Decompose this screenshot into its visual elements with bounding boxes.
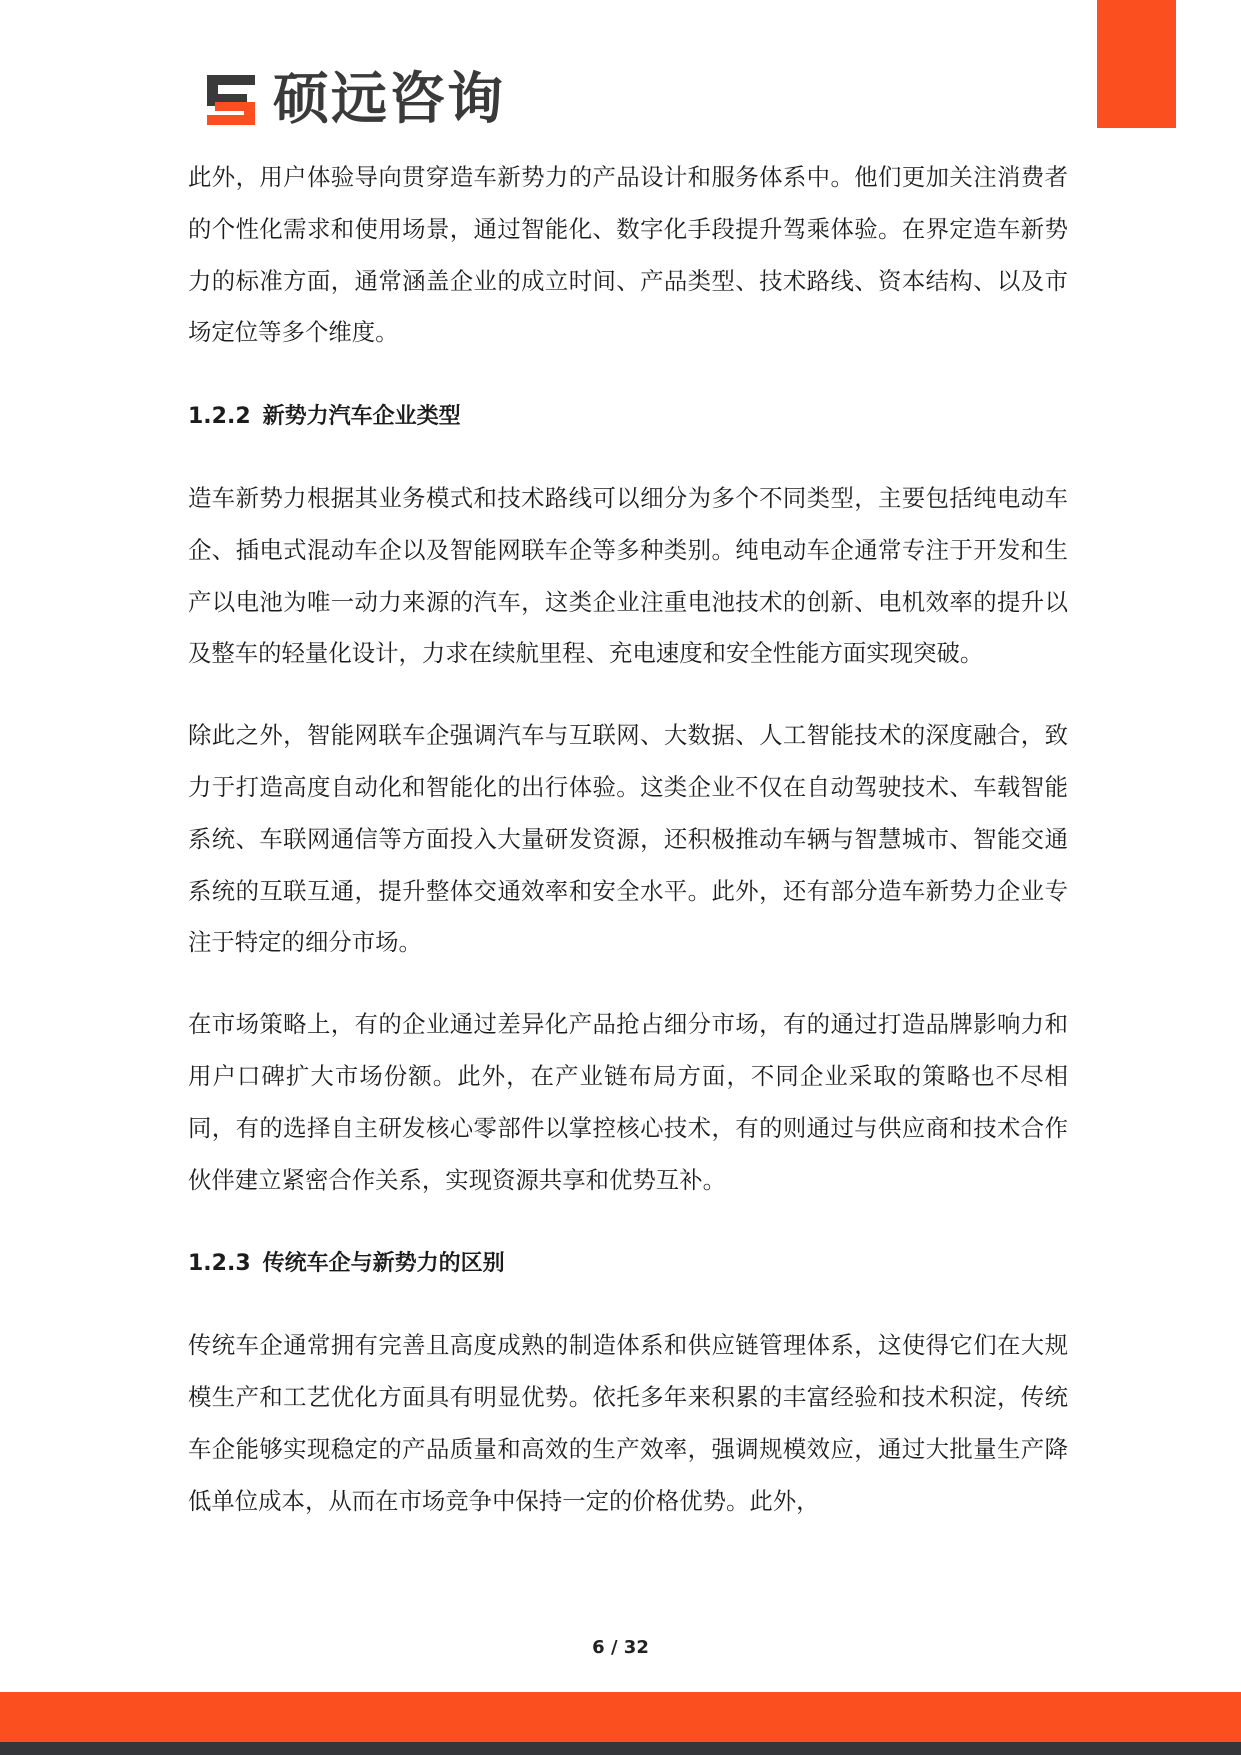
footer-accent-bar bbox=[0, 1692, 1241, 1742]
paragraph: 造车新势力根据其业务模式和技术路线可以细分为多个不同类型，主要包括纯电动车企、插电式混动车企以及智能网联车企等多种类别。纯电动车企通常专注于开发和生产以电池为唯一动力来源的汽车，这类企业注重电池技术的创新、电机效率的提升以及整车的轻量化设计，力求在续航里程、充电速度和安全性能方面实现突破。 bbox=[188, 483, 1068, 668]
footer-dark-bar bbox=[0, 1742, 1241, 1755]
section-heading bbox=[188, 391, 1068, 443]
brand-name: 硕远咨询 bbox=[273, 67, 505, 132]
page-number: 6 / 32 bbox=[592, 1637, 649, 1658]
s-block-logo-icon bbox=[203, 71, 259, 129]
paragraph: 除此之外，智能网联车企强调汽车与互联网、大数据、人工智能技术的深度融合，致力于打造高度自动化和智能化的出行体验。这类企业不仅在自动驾驶技术、车载智能系统、车联网通信等方面投入大量研发资源，还积极推动车辆与智慧城市、智能交通系统的互联互通，提升整体交通效率和安全水平。此外，还有部分造车新势力企业专注于特定的细分市场。 bbox=[188, 721, 1068, 957]
section-heading bbox=[188, 1238, 1068, 1290]
document-body bbox=[188, 152, 1068, 1527]
corner-accent-tab bbox=[1097, 0, 1176, 128]
section-number: 1.2.3 bbox=[188, 1251, 251, 1277]
section-title: 新势力汽车企业类型 bbox=[262, 404, 461, 430]
section-title: 传统车企与新势力的区别 bbox=[262, 1251, 505, 1277]
brand-logo bbox=[203, 67, 505, 132]
section-number: 1.2.2 bbox=[188, 404, 251, 430]
paragraph: 此外，用户体验导向贯穿造车新势力的产品设计和服务体系中。他们更加关注消费者的个性化需求和使用场景，通过智能化、数字化手段提升驾乘体验。在界定造车新势力的标准方面，通常涵盖企业的成立时间、产品类型、技术路线、资本结构、以及市场定位等多个维度。 bbox=[188, 163, 1068, 347]
paragraph: 在市场策略上，有的企业通过差异化产品抢占细分市场，有的通过打造品牌影响力和用户口碑扩大市场份额。此外，在产业链布局方面，不同企业采取的策略也不尽相同，有的选择自主研发核心零部件以掌控核心技术，有的则通过与供应商和技术合作伙伴建立紧密合作关系，实现资源共享和优势互补。 bbox=[188, 1010, 1068, 1194]
paragraph: 传统车企通常拥有完善且高度成熟的制造体系和供应链管理体系，这使得它们在大规模生产和工艺优化方面具有明显优势。依托多年来积累的丰富经验和技术积淀，传统车企能够实现稳定的产品质量和高效的生产效率，强调规模效应，通过大批量生产降低单位成本，从而在市场竞争中保持一定的价格优势。此外， bbox=[188, 1331, 1068, 1515]
